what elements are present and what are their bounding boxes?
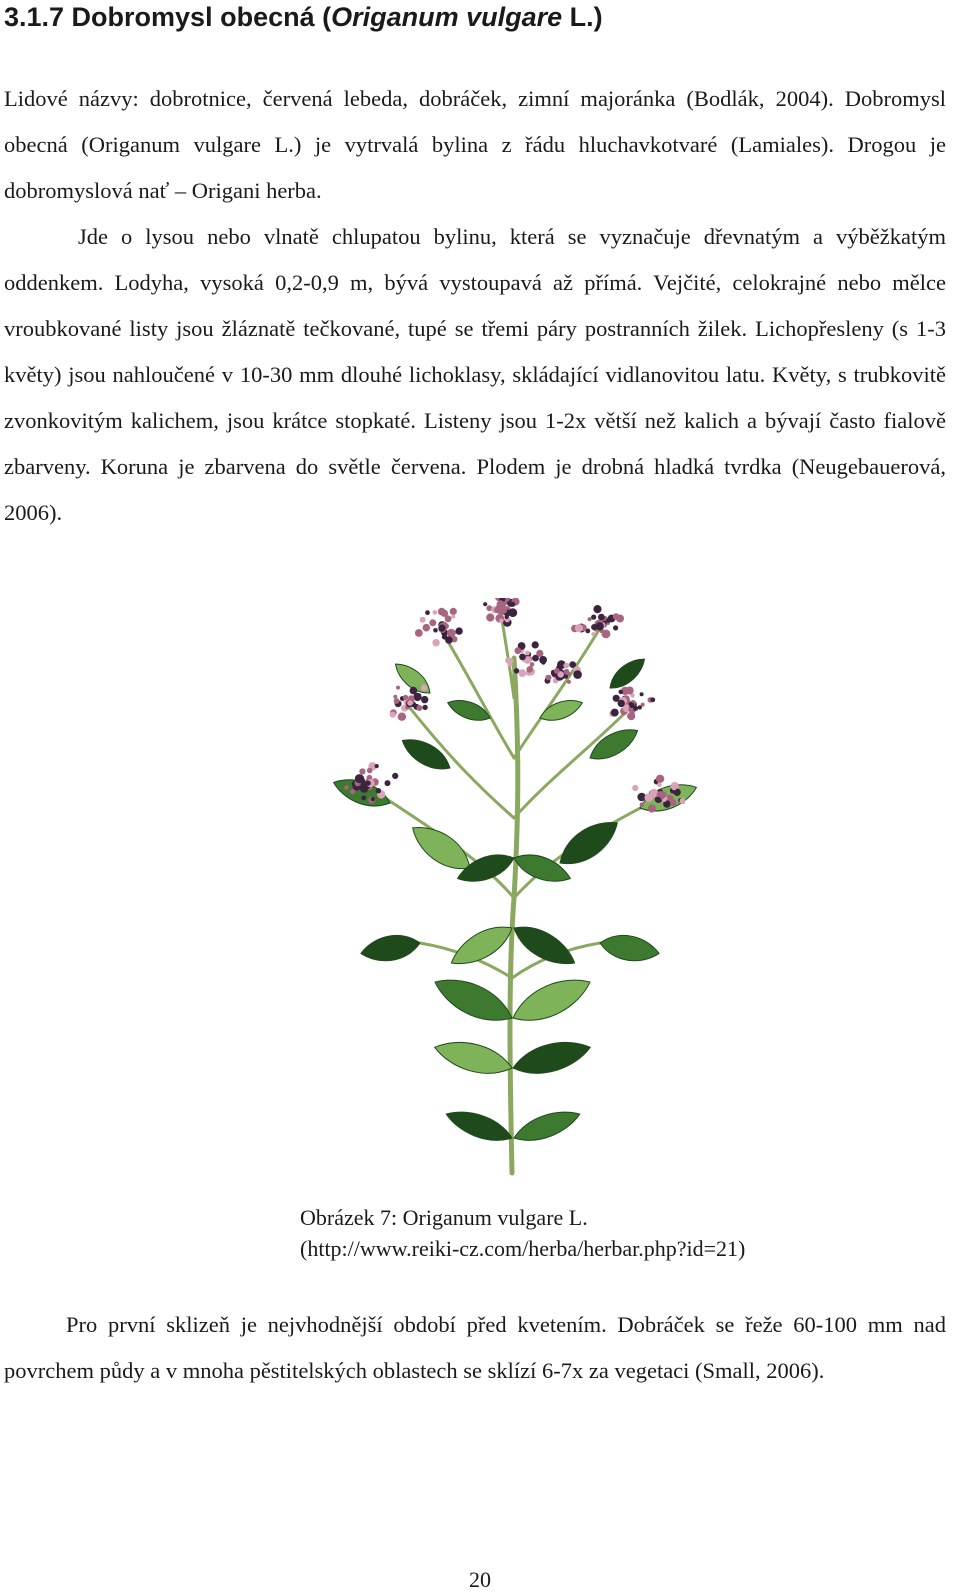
flower-bud bbox=[656, 797, 661, 802]
flower-bud bbox=[656, 775, 664, 783]
flower-bud bbox=[445, 636, 453, 644]
flower-bud bbox=[410, 687, 418, 695]
flower-bud bbox=[371, 797, 375, 801]
flower-bud bbox=[425, 610, 430, 615]
flower-bud bbox=[532, 641, 539, 648]
flower-bud bbox=[510, 602, 515, 607]
flower-bud bbox=[445, 615, 452, 622]
flower-bud bbox=[432, 639, 439, 646]
flower-bud bbox=[455, 627, 462, 634]
flower-bud bbox=[421, 684, 428, 691]
flower-bud bbox=[596, 622, 604, 630]
flower-bud bbox=[648, 804, 656, 812]
main-stem bbox=[510, 658, 518, 1173]
flower-bud bbox=[564, 669, 570, 675]
flower-bud bbox=[407, 700, 413, 706]
leaf bbox=[397, 732, 455, 777]
flower-bud bbox=[518, 669, 526, 677]
flower-bud bbox=[671, 785, 676, 790]
flower-bud bbox=[433, 610, 438, 615]
flower-bud bbox=[573, 670, 582, 679]
leaf bbox=[508, 917, 581, 973]
common-names-text: Lidové názvy: dobrotnice, červená lebeda, dobráček, zimní majoránka (Bodlák, 2004). Dobromysl obecná (Origanum vulgare L.) je vytrvalá bylina z řádu hluchavkotvaré (Lamiales). Drogou je dobromyslová nať – Origani herba. bbox=[4, 86, 946, 203]
flower-bud bbox=[438, 608, 446, 616]
flower-bud bbox=[392, 773, 398, 779]
flower-bud bbox=[376, 788, 381, 793]
flower-bud bbox=[575, 624, 583, 632]
flower-bud bbox=[509, 659, 513, 663]
flower-bud bbox=[563, 663, 569, 669]
flower-bud bbox=[361, 796, 366, 801]
origanum-illustration bbox=[300, 598, 720, 1180]
flower-bud bbox=[430, 620, 435, 625]
leaf bbox=[359, 931, 422, 965]
flower-bud bbox=[375, 764, 379, 768]
flower-bud bbox=[629, 702, 633, 706]
flower-bud bbox=[567, 680, 571, 684]
flower-bud bbox=[505, 615, 509, 619]
flower-bud bbox=[515, 647, 522, 654]
flower-bud bbox=[536, 650, 543, 657]
flower-bud bbox=[598, 614, 605, 621]
flower-bud bbox=[591, 615, 596, 620]
flower-bud bbox=[367, 768, 373, 774]
flower-bud bbox=[525, 651, 530, 656]
description-text: Jde o lysou nebo vlnatě chlupatou bylinu, která se vyznačuje dřevnatým a výběžkatým oddenkem. Lodyha, vysoká 0,2-0,9 m, bývá vystoupavá až přímá. Vejčité, celokrajné nebo mělce vroubkované listy jsou žláznatě tečkované, tupé se třemi páry postranních žilek. Lichopřesleny (s 1-3 květy) jsou nahloučené v 10-30 mm dlouhé lichoklasy, skládající vidlanovitou latu. Květy, s trubkovitě zvonkovitým kalichem, jsou krátce stopkaté. Listeny jsou 1-2x větší než kalich a bývají často fialově zbarveny. Koruna je zbarvena do světle červena. Plodem je drobná hladká tvrdka (Neugebauerová, 2006). bbox=[4, 224, 946, 525]
flower-bud bbox=[447, 629, 456, 638]
flower-bud bbox=[433, 628, 438, 633]
intro-paragraph bbox=[4, 76, 946, 536]
flower-bud bbox=[423, 624, 431, 632]
leaf bbox=[509, 1034, 593, 1081]
heading-number-and-name: 3.1.7 Dobromysl obecná ( bbox=[4, 2, 332, 32]
flower-bud bbox=[450, 608, 457, 615]
flower-bud bbox=[420, 617, 426, 623]
flower-bud bbox=[486, 613, 494, 621]
flower-bud bbox=[593, 605, 601, 613]
leaf bbox=[443, 1104, 516, 1148]
flower-bud bbox=[613, 625, 618, 630]
flower-bud bbox=[564, 675, 568, 679]
flower-bud bbox=[366, 781, 371, 786]
flower-bud bbox=[640, 802, 644, 806]
flower-bud bbox=[528, 666, 533, 671]
leaf bbox=[510, 1104, 583, 1148]
flower-bud bbox=[350, 789, 355, 794]
heading-latin-name: Origanum vulgare bbox=[331, 2, 563, 32]
flower-bud bbox=[483, 602, 487, 606]
branch-stem bbox=[514, 628, 600, 758]
flower-bud bbox=[403, 695, 408, 700]
flower-bud bbox=[680, 798, 686, 804]
flower-bud bbox=[554, 668, 560, 674]
leaf bbox=[431, 1034, 515, 1081]
heading-author: L.) bbox=[562, 2, 603, 32]
flower-bud bbox=[415, 629, 423, 637]
flower-bud bbox=[618, 700, 625, 707]
flower-bud bbox=[451, 615, 455, 619]
flower-bud bbox=[394, 698, 400, 704]
leaf bbox=[429, 969, 519, 1032]
flower-bud bbox=[539, 656, 547, 664]
flower-bud bbox=[355, 774, 364, 783]
section-heading bbox=[4, 0, 603, 34]
flower-bud bbox=[494, 607, 500, 613]
leaf bbox=[445, 917, 518, 973]
flower-bud bbox=[390, 712, 396, 718]
flower-bud bbox=[344, 785, 349, 790]
figure-caption bbox=[300, 1202, 745, 1264]
harvest-paragraph: Pro první sklizeň je nejvhodnější období před kvetením. Dobráček se řeže 60-100 mm nad povrchem půdy a v mnoha pěstitelských oblastech se sklízí 6-7x za vegetaci (Small, 2006). bbox=[4, 1312, 946, 1383]
flower-bud bbox=[650, 697, 655, 702]
flower-bud bbox=[422, 705, 427, 710]
flower-bud bbox=[421, 696, 428, 703]
leaf bbox=[507, 969, 597, 1032]
flower-bud bbox=[438, 625, 445, 632]
caption-title: Obrázek 7: Origanum vulgare L. bbox=[300, 1205, 588, 1230]
flower-bud bbox=[519, 654, 526, 661]
flower-bud bbox=[398, 713, 406, 721]
flower-bud bbox=[657, 782, 662, 787]
branch-stem bbox=[514, 708, 630, 818]
leaf bbox=[598, 931, 661, 965]
caption-source-link[interactable]: (http://www.reiki-cz.com/herba/herbar.php?id=21) bbox=[300, 1236, 746, 1261]
flower-bud bbox=[632, 785, 638, 791]
flower-bud bbox=[638, 705, 642, 709]
flower-bud bbox=[626, 687, 634, 695]
flower-bud bbox=[588, 617, 592, 621]
flower-bud bbox=[500, 606, 508, 614]
flower-bud bbox=[359, 768, 365, 774]
flower-bud bbox=[385, 780, 391, 786]
flower-bud bbox=[611, 709, 619, 717]
flower-bud bbox=[640, 692, 644, 696]
flower-bud bbox=[670, 799, 677, 806]
flower-bud bbox=[591, 632, 595, 636]
flower-bud bbox=[514, 668, 519, 673]
flower-bud bbox=[416, 705, 422, 711]
flower-bud bbox=[619, 690, 624, 695]
page-number: 20 bbox=[469, 1567, 491, 1592]
branch-stem bbox=[440, 628, 514, 758]
flower-bud bbox=[499, 619, 504, 624]
flower-bud bbox=[396, 686, 400, 690]
flower-bud bbox=[613, 613, 620, 620]
flower-bud bbox=[546, 675, 552, 681]
